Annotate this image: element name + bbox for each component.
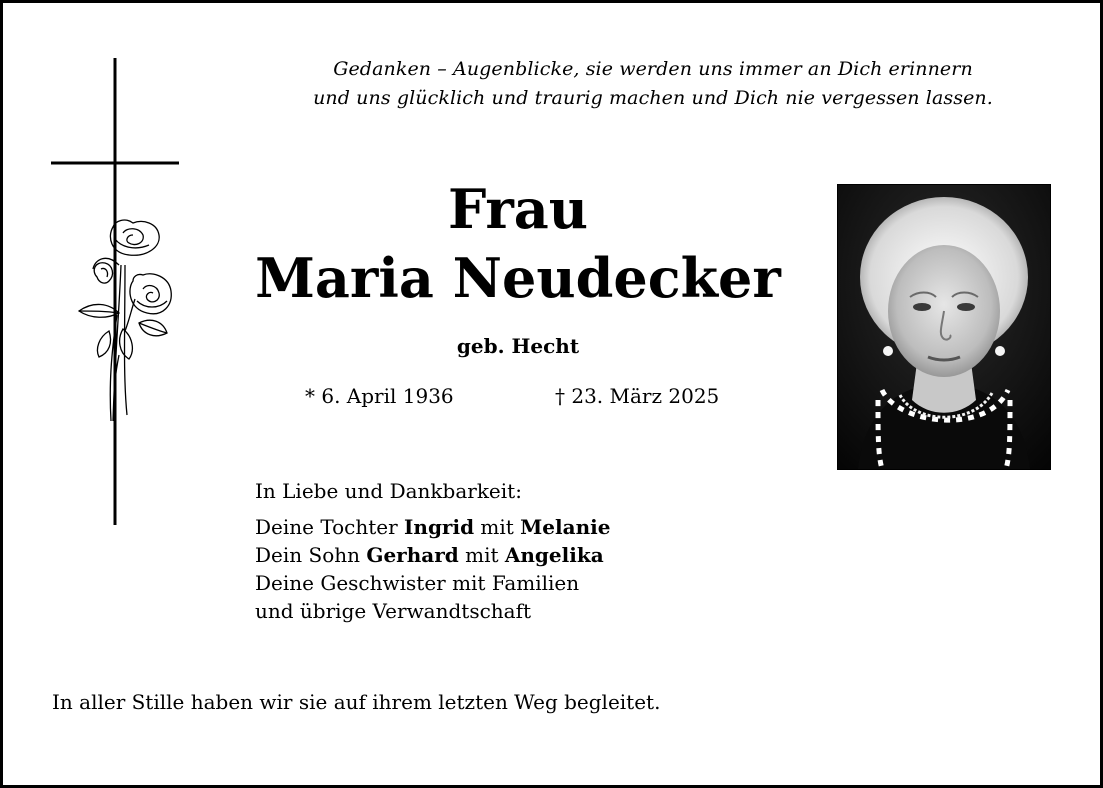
mourner-line: [255, 513, 610, 541]
mourner-text: mit: [474, 515, 521, 539]
mourner-text: Deine Geschwister mit Familien: [255, 571, 580, 595]
cross-with-rose-icon: [49, 55, 189, 530]
mourners-list: [255, 513, 610, 625]
portrait-photo: [837, 184, 1051, 470]
mourner-text: Dein Sohn: [255, 543, 367, 567]
mourner-line: [255, 541, 610, 569]
footer-note: In aller Stille haben wir sie auf ihrem letzten Weg begleitet.: [52, 690, 661, 714]
deceased-name: Maria Neudecker: [255, 246, 781, 310]
mourner-text: mit: [458, 543, 505, 567]
salutation: Frau: [447, 177, 589, 241]
deceased-name-block: [218, 175, 818, 313]
portrait-image: [838, 185, 1050, 469]
cross-icon: [51, 58, 179, 525]
birth-date: * 6. April 1936: [305, 384, 454, 408]
mourner-line: [255, 569, 610, 597]
mourner-text: Deine Tochter: [255, 515, 405, 539]
mourner-name: Angelika: [504, 543, 604, 567]
memorial-quote: [233, 55, 1073, 113]
maiden-name: geb. Hecht: [456, 334, 580, 358]
rose-icon: [79, 220, 171, 421]
mourner-line: [255, 597, 610, 625]
mourners-intro: In Liebe und Dankbarkeit:: [255, 479, 522, 503]
mourner-name: Ingrid: [404, 515, 475, 539]
mourner-name: Melanie: [520, 515, 611, 539]
mourner-text: und übrige Verwandtschaft: [255, 599, 532, 623]
mourner-name: Gerhard: [366, 543, 459, 567]
quote-line-2: und uns glücklich und traurig machen und Dich nie vergessen lassen.: [313, 87, 993, 109]
quote-line-1: Gedanken – Augenblicke, sie werden uns immer an Dich erinnern: [333, 58, 973, 80]
death-date: † 23. März 2025: [555, 384, 720, 408]
